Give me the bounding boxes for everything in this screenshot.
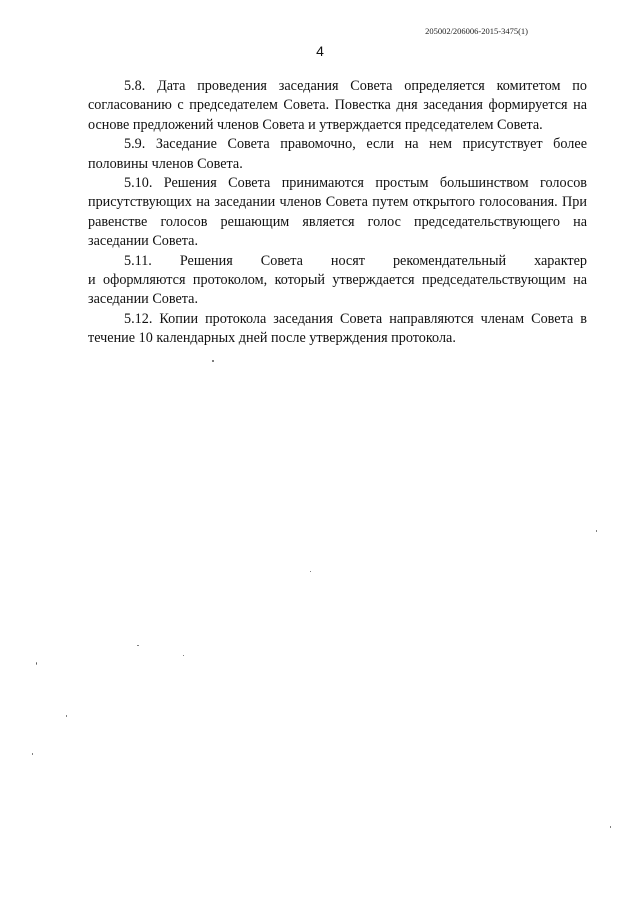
- scan-speck: [183, 655, 184, 656]
- paragraph-5-11: [88, 252, 587, 310]
- scan-speck: [610, 826, 611, 828]
- paragraph-5-12: 5.12. Копии протокола заседания Совета направляются членам Совета в течение 10 календарных дней после утверждения протокола.: [88, 310, 587, 347]
- scan-speck: [36, 662, 37, 665]
- scan-speck: [32, 753, 33, 755]
- paragraph-5-9: 5.9. Заседание Совета правомочно, если на нем присутствует более половины членов Совета.: [88, 136, 587, 172]
- paragraph-5-11-first-line: 5.11. Решения Совета носят рекомендательный характер: [124, 252, 587, 269]
- page-number: 4: [316, 43, 324, 59]
- paragraph-5-10: 5.10. Решения Совета принимаются простым большинством голосов присутствующих на заседании членов Совета путем открытого голосования. При равенстве голосов решающим является голос председательствующего на заседании Совета.: [88, 175, 587, 250]
- scan-speck: [212, 360, 214, 362]
- scan-speck: [137, 645, 139, 646]
- paragraph-5-11-rest: и оформляются протоколом, который утверждается председательствующим на заседании Совета.: [88, 272, 587, 308]
- document-registration-number: 205002/206006-2015-3475(1): [425, 26, 528, 36]
- paragraph-5-8: 5.8. Дата проведения заседания Совета определяется комитетом по согласованию с председателем Совета. Повестка дня заседания формируется на основе предложений членов Совета и утверждается председателем Совета.: [88, 78, 587, 133]
- scan-speck: [596, 530, 597, 532]
- scan-speck: [66, 715, 67, 717]
- scan-speck: [310, 571, 311, 572]
- document-body: [88, 77, 587, 349]
